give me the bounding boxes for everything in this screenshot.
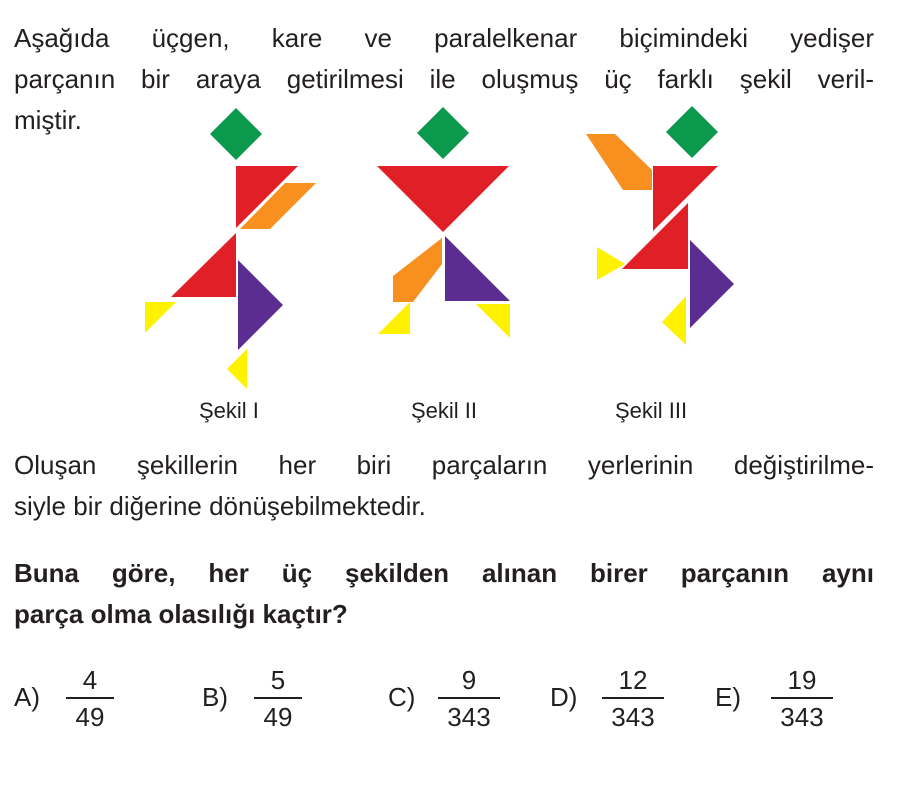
figure-2 [377, 107, 510, 338]
small-triangle-piece [476, 304, 510, 338]
fraction-bar [254, 697, 302, 699]
fraction-bar [66, 697, 114, 699]
choice-letter: E) [715, 682, 741, 712]
question-paragraph [14, 553, 874, 635]
intro-line: Aşağıda üçgen, kare ve paralelkenar biçimindeki yedişer [14, 23, 874, 53]
figure-caption: Şekil I [199, 398, 259, 423]
large-triangle-piece [171, 233, 236, 297]
intro-line: miştir. [14, 105, 82, 135]
fraction-bar [771, 697, 833, 699]
small-triangle-piece [145, 302, 176, 333]
medium-triangle-piece [238, 260, 283, 350]
fraction-numerator: 9 [461, 665, 477, 695]
fraction-numerator: 12 [618, 665, 648, 695]
square-piece [417, 107, 469, 159]
choice-letter: B) [202, 682, 228, 712]
medium-triangle-piece [445, 236, 510, 301]
large-triangle-piece [377, 166, 443, 232]
large-triangle-piece [443, 166, 509, 232]
middle-line: Oluşan şekillerin her biri parçaların yerlerinin değiştirilme- [14, 450, 874, 480]
fraction-bar [438, 697, 500, 699]
fraction-denominator: 343 [447, 702, 491, 732]
middle-line: siyle bir diğerine dönüşebilmektedir. [14, 491, 426, 521]
square-piece [210, 108, 262, 160]
figure-caption: Şekil II [411, 398, 478, 423]
fraction-numerator: 5 [270, 665, 286, 695]
fraction-numerator: 4 [82, 665, 98, 695]
question-line: parça olma olasılığı kaçtır? [14, 599, 348, 629]
small-triangle-piece [227, 349, 247, 389]
small-triangle-piece [378, 302, 410, 334]
small-triangle-piece [662, 296, 686, 345]
fraction-denominator: 343 [611, 702, 655, 732]
choice-fraction [771, 665, 833, 732]
choice-letter: C) [388, 682, 416, 712]
figure-3 [586, 106, 734, 345]
fraction-denominator: 343 [780, 702, 824, 732]
figure-caption: Şekil III [615, 398, 688, 423]
fraction-bar [602, 697, 664, 699]
medium-triangle-piece [690, 240, 734, 328]
choice-letter: D) [550, 682, 578, 712]
parallelogram-piece [393, 238, 442, 302]
choice-fraction [66, 665, 114, 732]
choice-fraction [438, 665, 500, 732]
question-line: Buna göre, her üç şekilden alınan birer parçanın aynı [14, 558, 874, 588]
choice-fraction [602, 665, 664, 732]
fraction-denominator: 49 [75, 702, 105, 732]
choice-fraction [254, 665, 302, 732]
parallelogram-piece [586, 134, 652, 190]
small-triangle-piece [597, 247, 625, 280]
middle-paragraph [14, 445, 874, 527]
choice-letter: A) [14, 682, 40, 712]
square-piece [666, 106, 718, 158]
figure-1 [145, 108, 316, 389]
intro-line: parçanın bir araya getirilmesi ile oluşmuş üç farklı şekil veril- [14, 64, 874, 94]
fraction-numerator: 19 [787, 665, 817, 695]
fraction-denominator: 49 [263, 702, 293, 732]
